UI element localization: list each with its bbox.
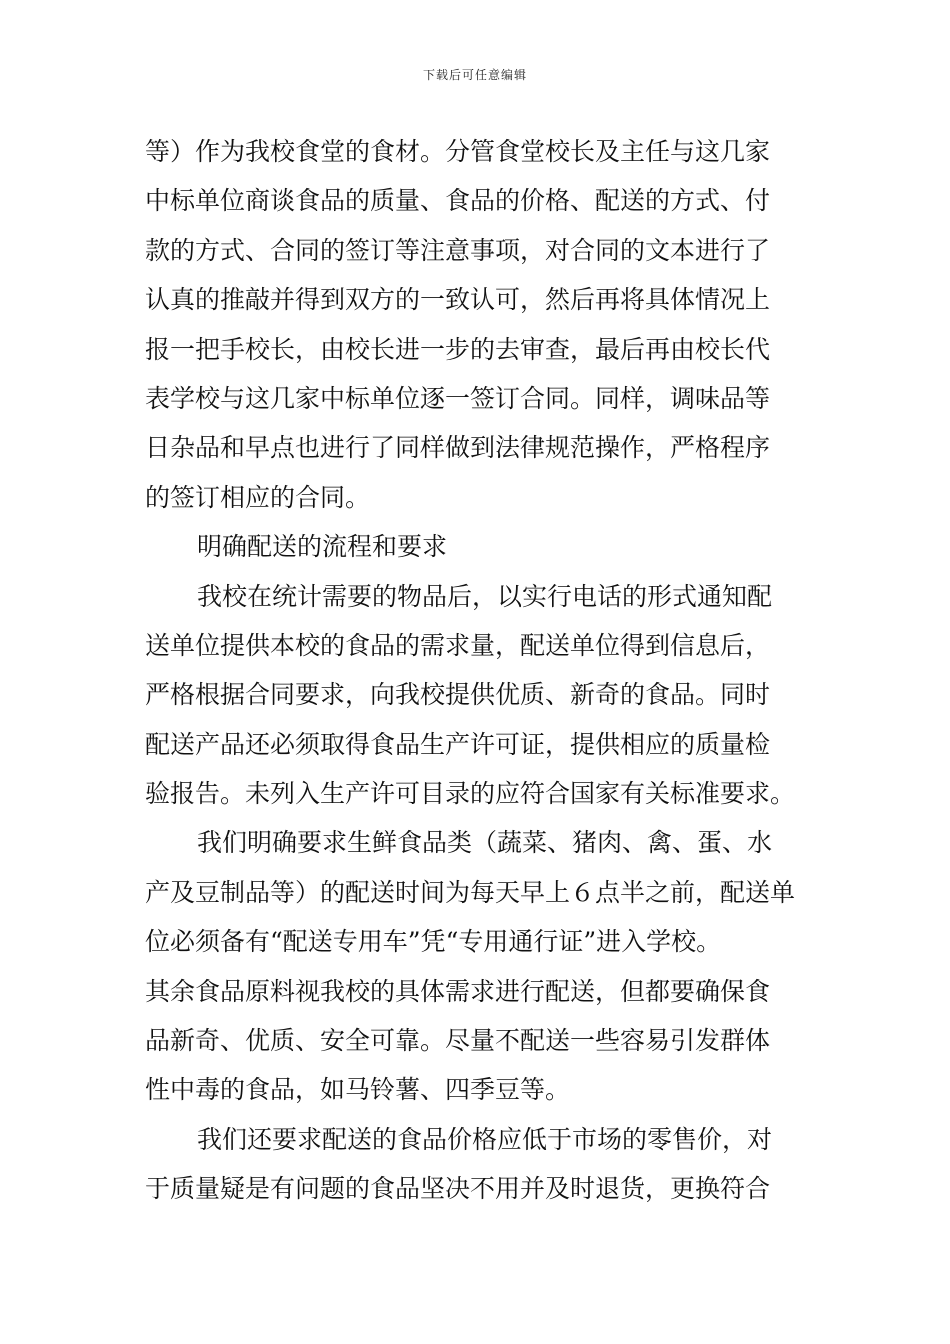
header-note: 下载后可任意编辑	[422, 68, 527, 82]
text-line: 的签订相应的合同。	[145, 482, 371, 512]
text-line: 其余食品原料视我校的具体需求进行配送，但都要确保食	[145, 976, 771, 1006]
text-line: 品新奇、优质、安全可靠。尽量不配送一些容易引发群体	[145, 1026, 771, 1056]
text-line: 性中毒的食品，如马铃薯、四季豆等。	[145, 1075, 571, 1105]
section-heading: 明确配送的流程和要求	[197, 532, 448, 562]
text-line: 等）作为我校食堂的食材。分管食堂校长及主任与这几家	[145, 137, 771, 166]
text-line: 配送产品还必须取得食品生产许可证，提供相应的质量检	[145, 729, 771, 759]
text-line: 表学校与这几家中标单位逐一签订合同。同样，调味品等	[145, 383, 771, 413]
text-line: 日杂品和早点也进行了同样做到法律规范操作，严格程序	[145, 433, 771, 463]
text-line: 产及豆制品等）的配送时间为每天早上６点半之前，配送单	[145, 877, 796, 907]
body-text	[145, 127, 807, 1214]
paragraph-start-line: 我们还要求配送的食品价格应低于市场的零售价，对	[197, 1124, 773, 1154]
paragraph-start-line: 我们明确要求生鲜食品类（蔬菜、猪肉、禽、蛋、水	[197, 828, 773, 858]
text-line: 验报告。未列入生产许可目录的应符合国家有关标准要求。	[145, 779, 796, 809]
text-line: 报一把手校长，由校长进一步的去审查，最后再由校长代	[145, 334, 771, 364]
text-line: 送单位提供本校的食品的需求量，配送单位得到信息后，	[145, 630, 771, 660]
text-line: 严格根据合同要求，向我校提供优质、新奇的食品。同时	[145, 680, 771, 710]
text-line: 款的方式、合同的签订等注意事项，对合同的文本进行了	[145, 235, 771, 265]
text-line: 于质量疑是有问题的食品坚决不用并及时退货，更换符合	[145, 1174, 771, 1204]
text-line: 中标单位商谈食品的质量、食品的价格、配送的方式、付	[145, 186, 771, 216]
paragraph-start-line: 我校在统计需要的物品后，以实行电话的形式通知配	[197, 581, 773, 611]
text-line: 位必须备有“配送专用车”凭“专用通行证”进入学校。	[145, 927, 722, 957]
text-line: 认真的推敲并得到双方的一致认可，然后再将具体情况上	[145, 285, 771, 315]
